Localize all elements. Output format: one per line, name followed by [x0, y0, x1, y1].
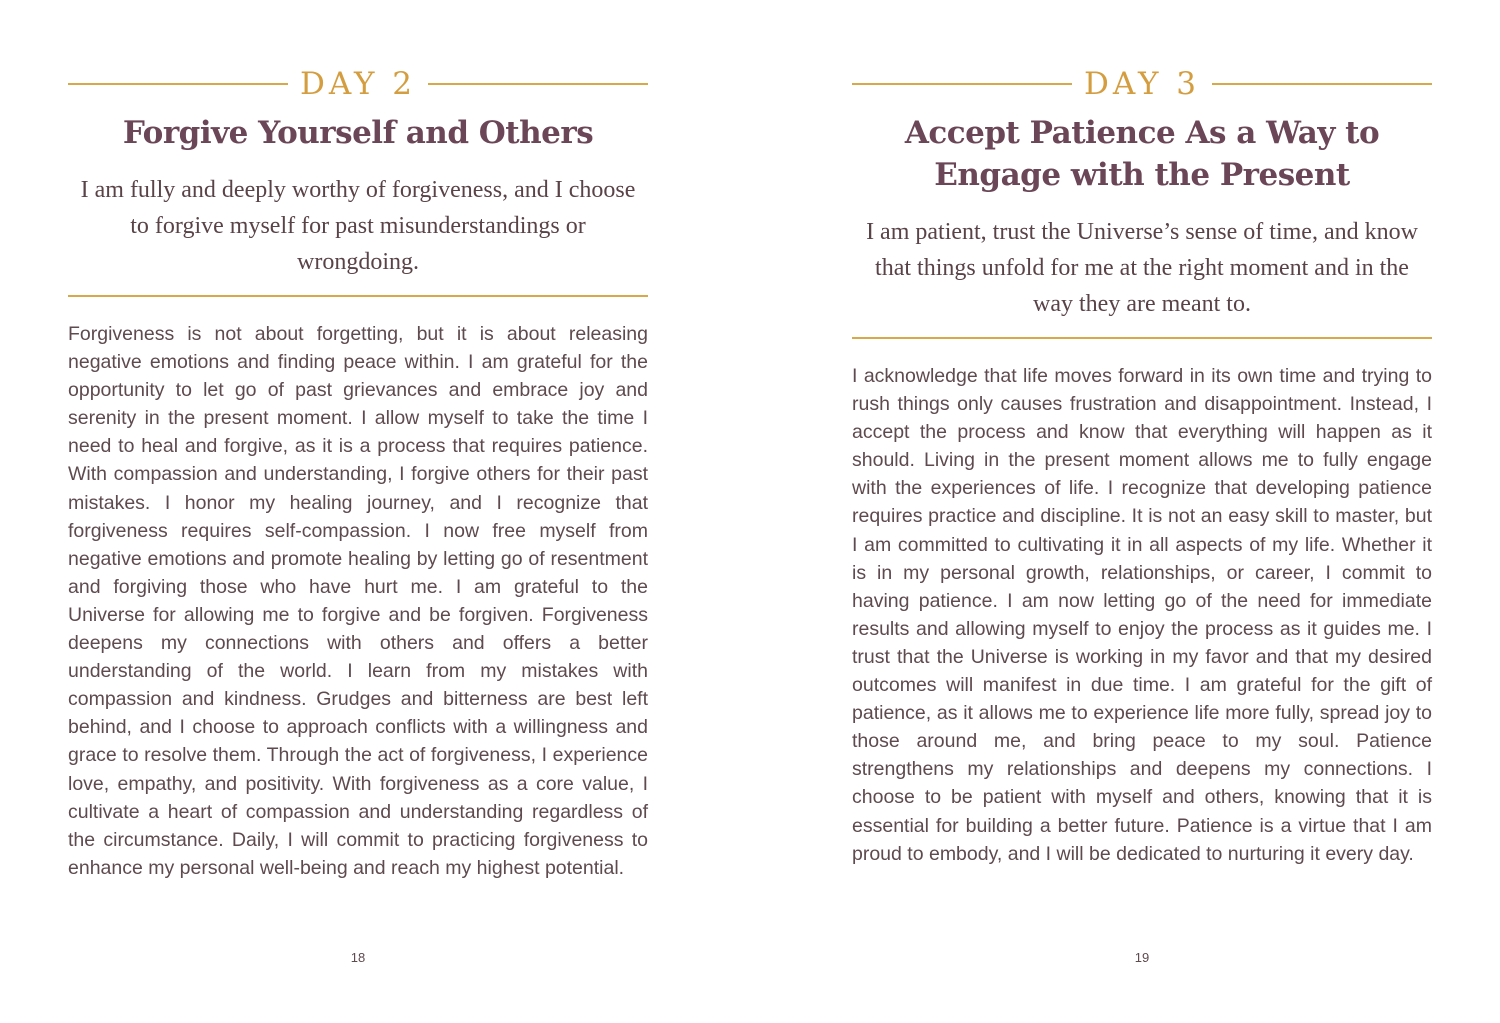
- day-heading: [68, 62, 648, 106]
- affirmation-text: I am patient, trust the Universe’s sense of time, and know that things unfold for me at the right moment and in the way they are meant to.: [866, 219, 1418, 317]
- day-label: DAY 2: [299, 66, 417, 102]
- section-divider: [68, 295, 648, 297]
- day-heading: [852, 62, 1432, 106]
- page-number: 18: [350, 950, 366, 965]
- body-paragraph: Forgiveness is not about forgetting, but it is about releasing negative emotions and finding peace within. I am grateful for the opportunity to let go of past grievances and embrace joy and serenity in the present moment. I allow myself to take the time I need to heal and forgive, as it is a process that requires patience. With compassion and understanding, I forgive others for their past mistakes. I honor my healing journey, and I recognize that forgiveness requires self-compassion. I now free myself from negative emotions and promote healing by letting go of resentment and forgiving those who have hurt me. I am grateful to the Universe for allowing me to forgive and be forgiven. Forgiveness deepens my connections with others and offers a better understanding of the world. I learn from my mistakes with compassion and kindness. Grudges and bitterness are best left behind, and I choose to approach conflicts with a willingness and grace to resolve them. Through the act of forgiveness, I experience love, empathy, and positivity. With forgiveness as a core value, I cultivate a heart of compassion and understanding regardless of the circumstance. Daily, I will commit to practicing forgiveness to enhance my personal well-being and reach my highest potential.: [68, 323, 648, 879]
- page-title: Accept Patience As a Way to Engage with the Present: [904, 115, 1380, 193]
- page-title: Forgive Yourself and Others: [122, 115, 594, 151]
- section-divider: [852, 337, 1432, 339]
- page-number: 19: [1134, 950, 1150, 965]
- affirmation-text: I am fully and deeply worthy of forgiveness, and I choose to forgive myself for past misunderstandings or wrongdoing.: [80, 177, 636, 275]
- day-rule-left: [68, 83, 288, 85]
- left-page: [68, 0, 648, 1023]
- right-page: [852, 0, 1432, 1023]
- body-paragraph: I acknowledge that life moves forward in its own time and trying to rush things only causes frustration and disappointment. Instead, I accept the process and know that everything will happen as it should. Living in the present moment allows me to fully engage with the experiences of life. I recognize that developing patience requires practice and discipline. It is not an easy skill to master, but I am committed to cultivating it in all aspects of my life. Whether it is in my personal growth, relationships, or career, I commit to having patience. I am now letting go of the need for immediate results and allowing myself to enjoy the process as it guides me. I trust that the Universe is working in my favor and that my desired outcomes will manifest in due time. I am grateful for the gift of patience, as it allows me to experience life more fully, spread joy to those around me, and bring peace to my soul. Patience strengthens my relationships and deepens my connections. I choose to be patient with myself and others, knowing that it is essential for building a better future. Patience is a virtue that I am proud to embody, and I will be dedicated to nurturing it every day.: [852, 365, 1432, 865]
- day-rule-right: [428, 83, 648, 85]
- day-label: DAY 3: [1083, 66, 1201, 102]
- day-rule-left: [852, 83, 1072, 85]
- day-rule-right: [1212, 83, 1432, 85]
